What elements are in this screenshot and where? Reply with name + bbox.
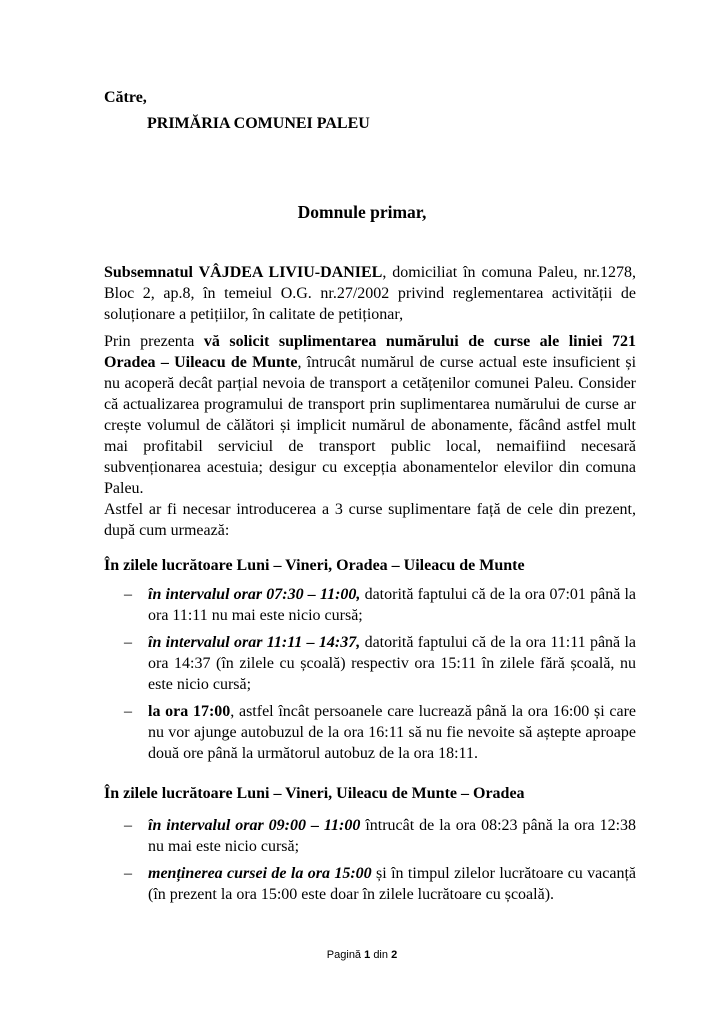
item-text: întrucât de la ora 08:23 până la ora 12:38 nu mai este nicio cursă;	[148, 817, 637, 855]
recipient-name: PRIMĂRIA COMUNEI PALEU	[147, 115, 370, 132]
letter-body	[104, 262, 636, 541]
section1-title: În zilele lucrătoare Luni – Vineri, Oradea – Uileacu de Munte	[104, 557, 525, 574]
footer-word: Pagină	[326, 949, 362, 961]
list-item	[104, 815, 636, 857]
request-bold: vă solicit suplimentarea numărului de curse ale liniei 721 Oradea – Uileacu de Munte	[104, 333, 636, 371]
request-paragraph	[104, 331, 636, 499]
item-bold: menținerea cursei de la ora 15:00	[148, 865, 372, 882]
recipient-label: Către,	[104, 89, 147, 106]
list-dash: –	[124, 586, 132, 603]
item-bold: în intervalul orar 09:00 – 11:00	[148, 817, 361, 834]
request-text: , întrucât numărul de curse actual este insuficient și nu acoperă decât parțial nevoia de transport a cetățenilor comunei Paleu. Consider că actualizarea programului de transport prin suplimentarea numărului de curse ar crește volumul de călători și implicit numărul de abonamente, făcând astfel mult mai profitabil serviciul de transport public local, nemaifiind necesară subvenționarea acestuia; desigur cu excepția abonamentelor elevilor din comuna Paleu.	[104, 354, 637, 497]
proposal-paragraph: Astfel ar fi necesar introducerea a 3 curse suplimentare față de cele din prezent, după cum urmează:	[104, 501, 636, 539]
list-dash: –	[124, 865, 132, 882]
section1-list	[104, 584, 636, 770]
item-text: , astfel încât persoanele care lucrează până la ora 16:00 și care nu vor ajunge autobuzul de la ora 16:11 să nu fie nevoite să aștepte aproape două ore până la următorul autobuz de la ora 18:11.	[148, 703, 636, 762]
list-dash: –	[124, 817, 132, 834]
list-item	[104, 632, 636, 695]
list-dash: –	[124, 634, 132, 651]
item-bold: la ora 17:00	[148, 703, 231, 720]
list-item	[104, 584, 636, 626]
section2-list	[104, 815, 636, 911]
item-bold: în intervalul orar 11:11 – 14:37,	[148, 634, 361, 651]
footer-total-pages: 2	[391, 949, 398, 961]
intro-paragraph	[104, 262, 636, 325]
list-item	[104, 863, 636, 905]
list-dash: –	[124, 703, 132, 720]
intro-prefix: Subsemnatul	[104, 264, 199, 281]
section2-title: În zilele lucrătoare Luni – Vineri, Uileacu de Munte – Oradea	[104, 785, 525, 802]
footer-current-page: 1	[364, 949, 371, 961]
list-item	[104, 701, 636, 764]
request-prefix: Prin prezenta	[104, 333, 204, 350]
petitioner-name: VÂJDEA LIVIU-DANIEL	[198, 264, 383, 281]
salutation: Domnule primar,	[297, 202, 427, 222]
footer-of: din	[373, 949, 388, 961]
item-bold: în intervalul orar 07:30 – 11:00,	[148, 586, 361, 603]
page-footer	[0, 949, 724, 961]
intro-text: , domiciliat în comuna Paleu, nr.1278, Bloc 2, ap.8, în temeiul O.G. nr.27/2002 privind reglementarea activității de soluționare a petițiilor, în calitate de petiționar,	[104, 264, 636, 323]
item-text: datorită faptului că de la ora 07:01 până la ora 11:11 nu mai este nicio cursă;	[148, 586, 637, 624]
item-text: și în timpul zilelor lucrătoare cu vacanță (în prezent la ora 15:00 este doar în zilele lucrătoare cu școală).	[148, 865, 637, 903]
item-text: datorită faptului că de la ora 11:11 până la ora 14:37 (în zilele cu școală) respectiv ora 15:11 în zilele fără școală, nu este nicio cursă;	[148, 634, 636, 693]
